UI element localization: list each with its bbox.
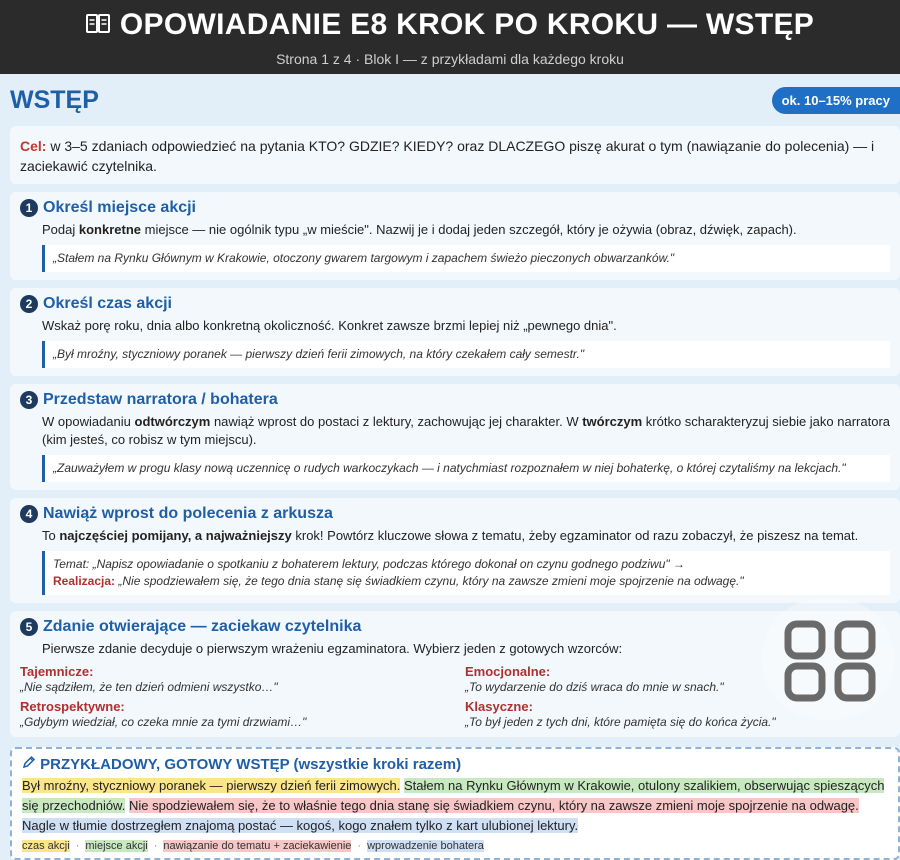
page-title-text: OPOWIADANIE E8 KROK PO KROKU — WSTĘP [119, 8, 815, 41]
desc-part: krok! Powtórz kluczowe słowa z tematu, żeby egzaminator od razu zobaczył, że piszesz na temat. [291, 528, 859, 543]
pattern-text: „Nie sądziłem, że ten dzień odmieni wszystko…" [20, 680, 278, 694]
main-content [0, 74, 900, 860]
realization-line [53, 573, 882, 590]
desc-emphasis: odtwórczym [134, 414, 211, 429]
goal-label: Cel: [20, 138, 47, 154]
book-icon [86, 8, 110, 44]
example-quote: „Stałem na Rynku Głównym w Krakowie, otoczony gwarem targowym i zapachem świeżo pieczonych obwarzanków." [42, 245, 890, 272]
section-header [10, 86, 900, 118]
example-quote [42, 551, 890, 595]
desc-emphasis: najczęściej pomijany, a najważniejszy [59, 528, 292, 543]
goal-card [10, 126, 900, 184]
topic-text: Temat: „Napisz opowiadanie o spotkaniu z bohaterem lektury, podczas którego dokonał on czynu godnego podziwu" → [53, 557, 685, 571]
legend-item: wprowadzenie bohatera [367, 840, 484, 852]
desc-emphasis: twórczym [582, 414, 643, 429]
legend-item: nawiązanie do tematu + zaciekawienie [163, 840, 352, 852]
step-title: Zdanie otwierające — zaciekaw czytelnika [43, 618, 362, 635]
step-number: 5 [20, 618, 38, 636]
desc-part: nawiąż wprost do postaci z lektury, zachowując jej charakter. W [210, 414, 583, 429]
step-2-header [20, 295, 890, 313]
goal-text [20, 136, 890, 176]
example-title [22, 755, 888, 773]
step-description [42, 527, 890, 545]
pattern-item [20, 699, 445, 729]
page-subtitle: Strona 1 z 4 · Blok I — z przykładami dla każdego kroku [276, 51, 624, 68]
step-1 [10, 192, 900, 280]
pattern-label: Retrospektywne: [20, 699, 125, 714]
segment-place: Stałem na Rynku Głównym w Krakowie, otulony szalikiem, obserwując spieszących się przechodniów. [22, 778, 885, 813]
step-title: Przedstaw narratora / bohatera [43, 391, 278, 408]
step-2 [10, 288, 900, 376]
desc-part: miejsce — nie ogólnik typu „w mieście". Nazwij je i dodaj jeden szczegół, który je ożywia (obraz, dźwięk, zapach). [141, 222, 797, 237]
legend-item: czas akcji [22, 840, 70, 852]
realization-text: „Nie spodziewałem się, że tego dnia stanę się świadkiem czynu, który na zawsze zmieni moje spojrzenie na odwagę." [115, 574, 744, 588]
example-quote: „Zauważyłem w progu klasy nową uczennicę o rudych warkoczykach — i natychmiast rozpoznałem w niej bohaterkę, o której czytaliśmy na lekcjach." [42, 455, 890, 482]
example-intro-box [10, 747, 900, 860]
step-3 [10, 384, 900, 490]
example-quote: „Był mroźny, styczniowy poranek — pierwszy dzień ferii zimowych, na który czekałem cały semestr." [42, 341, 890, 368]
desc-emphasis: konkretne [78, 222, 142, 237]
desc-part: Podaj [42, 222, 79, 237]
section-title: WSTĘP [10, 86, 99, 114]
step-number: 4 [20, 505, 38, 523]
desc-part: W opowiadaniu [42, 414, 135, 429]
step-description: Pierwsze zdanie decyduje o pierwszym wrażeniu egzaminatora. Wybierz jeden z gotowych wzorców: [42, 641, 623, 656]
length-badge: ok. 10–15% pracy [772, 87, 900, 114]
pattern-label: Emocjonalne: [465, 664, 551, 679]
opening-patterns [20, 664, 890, 729]
step-4 [10, 498, 900, 603]
step-description [42, 413, 890, 449]
example-title-text: PRZYKŁADOWY, GOTOWY WSTĘP (wszystkie kroki razem) [40, 756, 462, 773]
page-header [0, 0, 900, 74]
step-title: Określ czas akcji [43, 295, 172, 312]
page-title [0, 7, 900, 44]
step-title: Określ miejsce akcji [43, 199, 196, 216]
step-number: 2 [20, 295, 38, 313]
pattern-text: „Gdybym wiedział, co czeka mnie za tymi drzwiami…" [20, 715, 307, 729]
step-1-header [20, 199, 890, 217]
step-description [42, 221, 890, 239]
pencil-icon [22, 756, 40, 773]
desc-part: krótko scharakteryzuj siebie jako narratora (kim jesteś, co robisz w tym miejscu). [42, 414, 891, 447]
step-number: 1 [20, 199, 38, 217]
pattern-text: „To wydarzenie do dziś wraca do mnie w snach." [465, 680, 724, 694]
pattern-label: Tajemnicze: [20, 664, 94, 679]
segment-topic: Nie spodziewałem się, że to właśnie tego dnia stanę się świadkiem czynu, który na zawsze zmieni moje spojrzenie na odwagę. [128, 798, 859, 813]
pattern-text: „To był jeden z tych dni, które pamięta się do końca życia." [465, 715, 776, 729]
realization-label: Realizacja: [53, 574, 116, 588]
color-legend: czas akcji · miejsce akcji · nawiązanie do tematu + zaciekawienie · wprowadzenie bohatera [22, 840, 484, 852]
segment-hero: Nagle w tłumie dostrzegłem znajomą postać — kogoś, kogo znałem tylko z kart ulubionej lektury. [22, 818, 579, 833]
step-3-header [20, 391, 890, 409]
step-description: Wskaż porę roku, dnia albo konkretną okoliczność. Konkret zawsze brzmi lepiej niż „pewnego dnia". [42, 318, 617, 333]
desc-part: To [42, 528, 60, 543]
step-number: 3 [20, 391, 38, 409]
segment-time: Był mroźny, styczniowy poranek — pierwszy dzień ferii zimowych. [22, 778, 401, 793]
step-title: Nawiąż wprost do polecenia z arkusza [43, 505, 333, 522]
pattern-item [20, 664, 445, 694]
step-5-header [20, 618, 890, 636]
example-body [22, 776, 888, 836]
step-4-header [20, 505, 890, 523]
goal-body: w 3–5 zdaniach odpowiedzieć na pytania KTO? GDZIE? KIEDY? oraz DLACZEGO piszę akurat o tym (nawiązanie do polecenia) — i zaciekawić czytelnika. [20, 138, 875, 174]
legend-item: miejsce akcji [85, 840, 148, 852]
pattern-label: Klasyczne: [465, 699, 533, 714]
grid-view-icon[interactable] [784, 620, 876, 702]
